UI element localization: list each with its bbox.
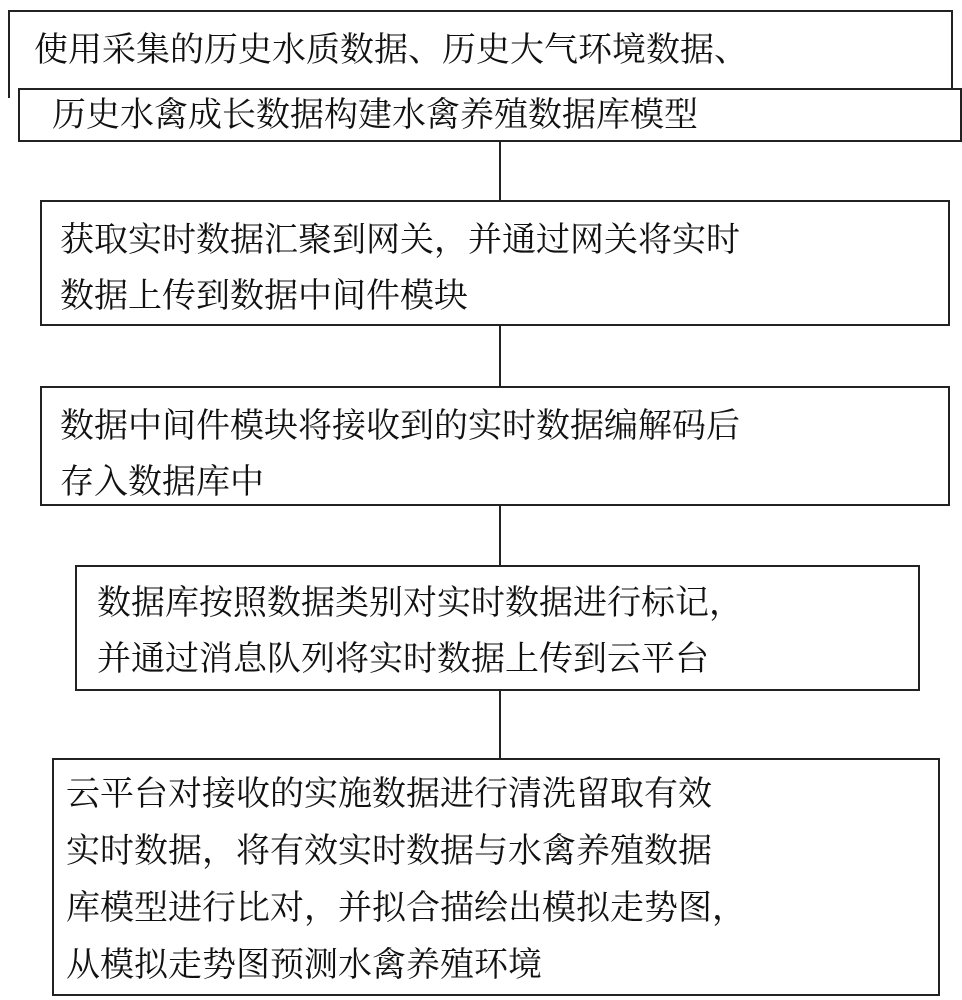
step-1-box xyxy=(8,10,953,98)
step-5-box xyxy=(52,758,940,996)
step-5-line-1: 云平台对接收的实施数据进行清洗留取有效 xyxy=(66,774,712,814)
step-2-box xyxy=(40,200,950,326)
step-3-line-1: 数据中间件模块将接收到的实时数据编解码后 xyxy=(60,406,740,446)
step-5-line-2: 实时数据，将有效实时数据与水禽养殖数据 xyxy=(66,831,712,871)
step-5-line-4: 从模拟走势图预测水禽养殖环境 xyxy=(66,945,542,985)
step-2-line-1: 获取实时数据汇聚到网关，并通过网关将实时 xyxy=(60,220,740,260)
step-4-line-1: 数据库按照数据类别对实时数据进行标记， xyxy=(97,583,743,623)
step-5-line-3: 库模型进行比对，并拟合描绘出模拟走势图， xyxy=(66,888,746,928)
step-1-box-lower xyxy=(18,88,962,142)
step-2-line-2: 数据上传到数据中间件模块 xyxy=(60,276,468,316)
step-1-line-1: 使用采集的历史水质数据、历史大气环境数据、 xyxy=(34,30,748,70)
step-4-line-2: 并通过消息队列将实时数据上传到云平台 xyxy=(97,639,709,679)
step-3-box xyxy=(40,386,950,506)
step-1-line-2: 历史水禽成长数据构建水禽养殖数据库模型 xyxy=(52,95,698,135)
step-4-box xyxy=(75,565,920,691)
step-3-line-2: 存入数据库中 xyxy=(60,462,264,502)
